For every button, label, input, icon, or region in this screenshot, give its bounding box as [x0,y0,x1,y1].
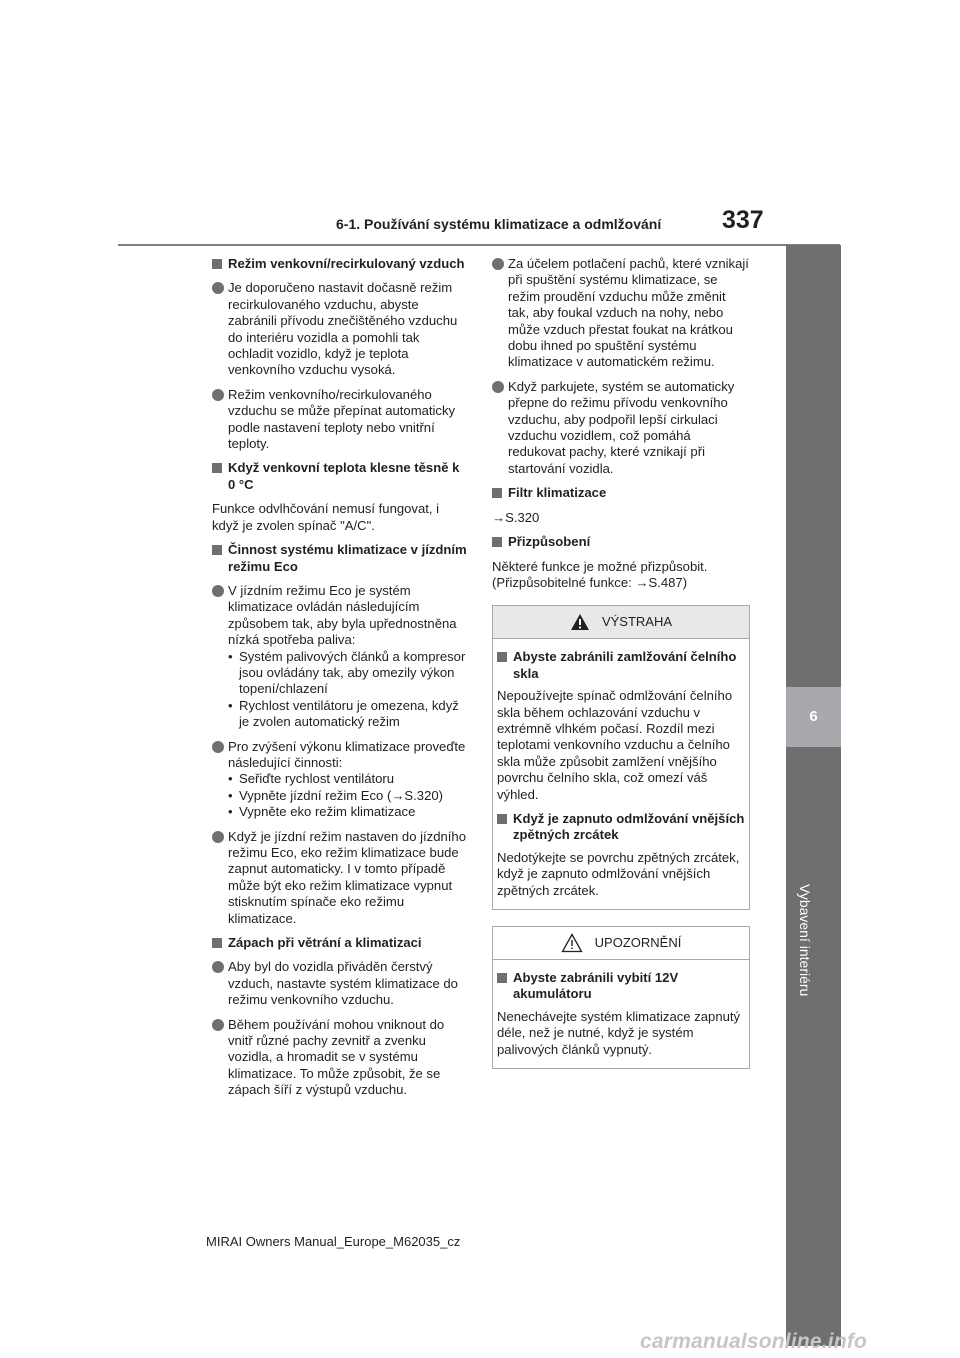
chapter-title: Vybavení interiéru [797,884,813,997]
notice-label: UPOZORNĚNÍ [594,934,682,950]
paragraph: Některé funkce je možné přizpůsobit. (Přizpůsobitelné funkce: →S.487) [492,558,708,590]
section-heading: Zápach při větrání a klimatizaci [212,935,468,951]
warning-box-header [493,606,749,639]
list-item: • Systém palivových článků a kompresor jsou ovládány tak, aby omezily výkon topení/chlazení [228,649,468,698]
bullet-paragraph [212,583,468,731]
bullet-paragraph: Režim venkovního/recirkulovaného vzduchu se může přepínat automaticky podle nastavení teploty nebo vnitřní teploty. [212,387,468,453]
bullet-paragraph: Aby byl do vozidla přiváděn čerstvý vzduch, nastavte systém klimatizace do režimu venkovního vzduchu. [212,959,468,1008]
warning-box [492,605,750,910]
right-column [492,256,750,1069]
paragraph: Funkce odvlhčování nemusí fungovat, i když je zvolen spínač "A/C". [212,501,440,533]
caution-icon [561,933,583,953]
chapter-tab [786,245,841,1346]
header-divider [118,244,840,246]
box-paragraph: Nenechávejte systém klimatizace zapnutý déle, než je nutné, když je systém palivových článků vypnutý. [497,1008,741,1057]
list-item: • Vypněte jízdní režim Eco (→S.320) [228,788,468,804]
page-reference: →S.320 [492,509,540,525]
notice-box [492,926,750,1069]
list-item: • Rychlost ventilátoru je omezena, když je zvolen automatický režim [228,698,468,731]
bullet-text: V jízdním režimu Eco je systém klimatizace ovládán následujícím způsobem tak, aby byla upřednostněna nízká spotřeba paliva: [228,582,457,648]
box-heading: Abyste zabránili zamlžování čelního skla [497,649,745,682]
list-item: • Seřiďte rychlost ventilátoru [228,771,468,787]
notice-box-header [493,927,749,960]
list-item: • Vypněte eko režim klimatizace [228,804,468,820]
bullet-text: Pro zvýšení výkonu klimatizace proveďte následující činnosti: [228,738,466,770]
watermark: carmanualsonline.info [640,1330,868,1353]
bullet-paragraph: Když je jízdní režim nastaven do jízdního režimu Eco, eko režim klimatizace bude zapnut automaticky. I v tomto případě může být eko režim klimatizace vypnut stisknutím spínače eko režimu klimatizace. [212,829,468,927]
section-heading: Filtr klimatizace [492,485,750,501]
warning-icon [570,613,590,631]
box-heading: Když je zapnuto odmlžování vnějších zpětných zrcátek [497,811,745,844]
left-column [212,256,468,1107]
bullet-paragraph: Za účelem potlačení pachů, které vznikají při spuštění systému klimatizace, se režim proudění vzduchu může změnit tak, aby foukal vzduch na nohy, nebo může vzduch přestat foukat na krátkou dobu ihned po spuštění systému klimatizace v automatickém režimu. [492,256,750,371]
chapter-number: 6 [809,708,818,725]
box-paragraph: Nedotýkejte se povrchu zpětných zrcátek, když je zapnuto odmlžování vnějších zpětných zrcátek. [497,849,740,898]
section-heading: Režim venkovní/recirkulovaný vzduch [212,256,468,272]
bullet-paragraph: Je doporučeno nastavit dočasně režim recirkulovaného vzduchu, abyste zabránili přívodu znečištěného vzduchu do interiéru vozidla a pomohli tak ochladit vozidlo, když je teplota venkovního vzduchu vysoká. [212,280,468,378]
footer-text: MIRAI Owners Manual_Europe_M62035_cz [206,1234,461,1249]
page-number: 337 [722,206,764,234]
warning-box-body [493,639,749,909]
notice-box-body [493,960,749,1068]
bullet-paragraph: Když parkujete, systém se automaticky přepne do režimu přívodu venkovního vzduchu, aby podpořil lepší cirkulaci vzduchu vozidlem, což pomáhá redukovat pachy, které vznikají při startování vozidla. [492,379,750,477]
bullet-paragraph: Během používání mohou vniknout do vnitř různé pachy zevnitř a zvenku vozidla, a hromadit se v systému klimatizace. To může způsobit, že se zápach šíří z výstupů vzduchu. [212,1017,468,1099]
box-paragraph: Nepoužívejte spínač odmlžování čelního skla během ochlazování vzduchu v extrémně vlhkém počasí. Rozdíl mezi teplotami venkovního vzduchu a čelního skla může způsobit zamlžení vnějšího povrchu čelního skla, což omezí váš výhled. [497,688,733,802]
section-heading: Když venkovní teplota klesne těsně k 0 °C [212,460,468,493]
box-heading: Abyste zabránili vybití 12V akumulátoru [497,970,745,1003]
section-title: 6-1. Používání systému klimatizace a odmlžování [336,216,662,232]
section-heading: Činnost systému klimatizace v jízdním režimu Eco [212,542,468,575]
bullet-paragraph [212,739,468,821]
section-heading: Přizpůsobení [492,534,750,550]
warning-label: VÝSTRAHA [601,614,673,630]
